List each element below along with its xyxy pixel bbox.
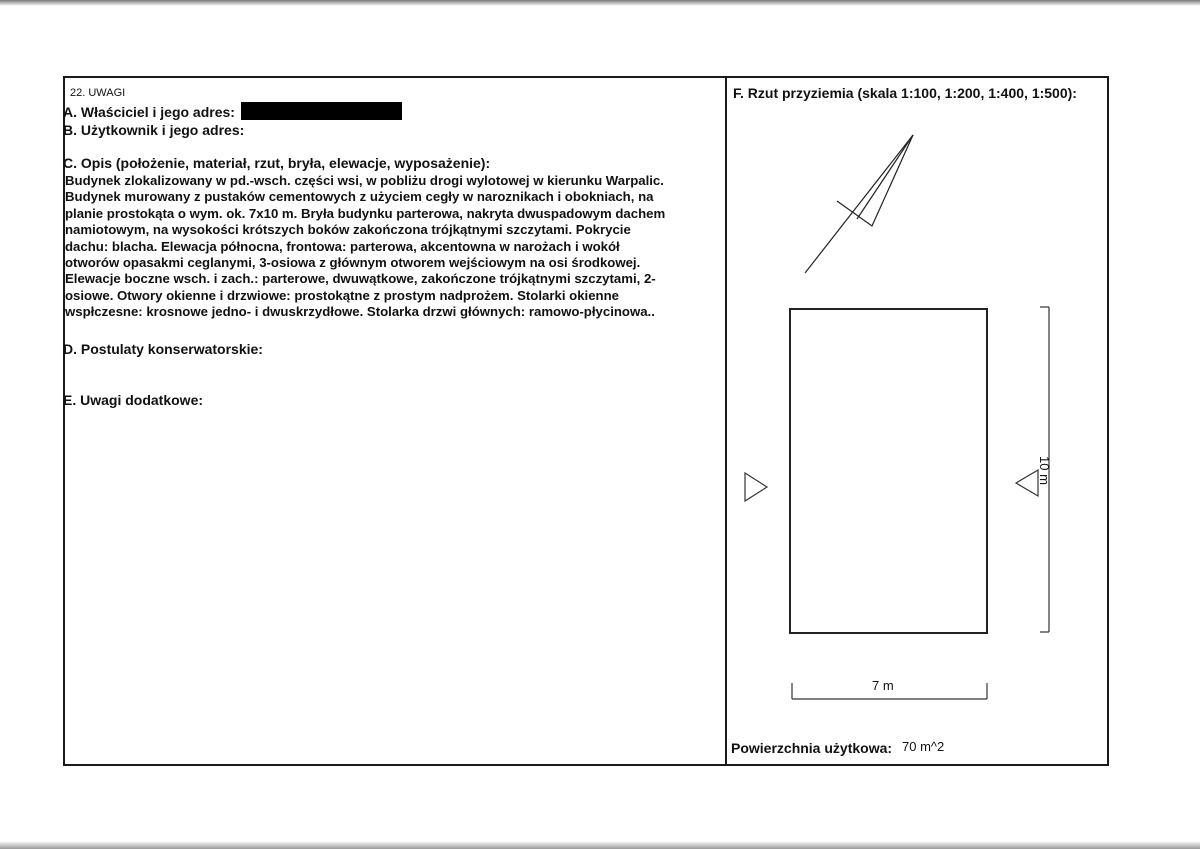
area-label: Powierzchnia użytkowa: [731, 740, 893, 756]
scan-edge-top [0, 0, 1200, 6]
description-label: C. Opis (położenie, materiał, rzut, bryła, elewacje, wyposażenie): [63, 155, 491, 171]
area-value: 70 m^2 [902, 739, 945, 754]
description-line: Elewacje boczne wsch. i zach.: parterowe, dwuwątkowe, zakończone trójkątnymi szczytami, 2- [65, 271, 656, 287]
section-number: 22. UWAGI [70, 87, 126, 99]
redaction-bar [241, 102, 402, 120]
entrance-arrow-left-icon [745, 473, 767, 501]
description-line: planie prostokąta o wym. ok. 7x10 m. Bryła budynku parterowa, nakryta dwuspadowym dachem [65, 205, 666, 221]
description-text [65, 173, 725, 321]
postulates-label: D. Postulaty konserwatorskie: [63, 341, 263, 357]
entrance-arrow-right-icon [1016, 470, 1038, 496]
north-arrow-icon [805, 135, 913, 273]
description-line: osiowe. Otwory okienne i drzwiowe: prostokątne z prostym nadprożem. Stolarki okienne [65, 287, 619, 303]
remarks-label: E. Uwagi dodatkowe: [63, 392, 204, 408]
width-dimension-label: 7 m [872, 678, 894, 693]
building-outline [790, 309, 987, 633]
user-label: B. Użytkownik i jego adres: [63, 122, 245, 138]
description-line: Budynek murowany z pustaków cementowych z użyciem cegły w naroznikach i obokniach, na [65, 189, 654, 205]
description-line: dachu: blacha. Elewacja północna, frontowa: parterowa, akcentowna w narożach i wokół [65, 238, 620, 254]
scan-edge-bottom [0, 841, 1200, 849]
height-dimension-label: 10 m [1037, 456, 1052, 485]
floor-plan-drawing [727, 78, 1109, 764]
owner-label: A. Właściciel i jego adres: [63, 104, 235, 120]
floor-plan-title: F. Rzut przyziemia (skala 1:100, 1:200, 1:400, 1:500): [733, 85, 1077, 101]
description-line: otworów opasakmi ceglanymi, 3-osiowa z głównym otworem wejściowym na osi środkowej. [65, 255, 641, 271]
description-line: namiotowym, na wysokości krótszych boków zakończona trójkątnymi szczytami. Pokrycie [65, 222, 631, 238]
description-line: Budynek zlokalizowany w pd.-wsch. części wsi, w pobliżu drogi wylotowej w kierunku Warpalic. [65, 173, 664, 188]
description-line: wspłczesne: krosnowe jedno- i dwuskrzydłowe. Stolarka drzwi głównych: ramowo-płycinowa.. [65, 304, 655, 320]
